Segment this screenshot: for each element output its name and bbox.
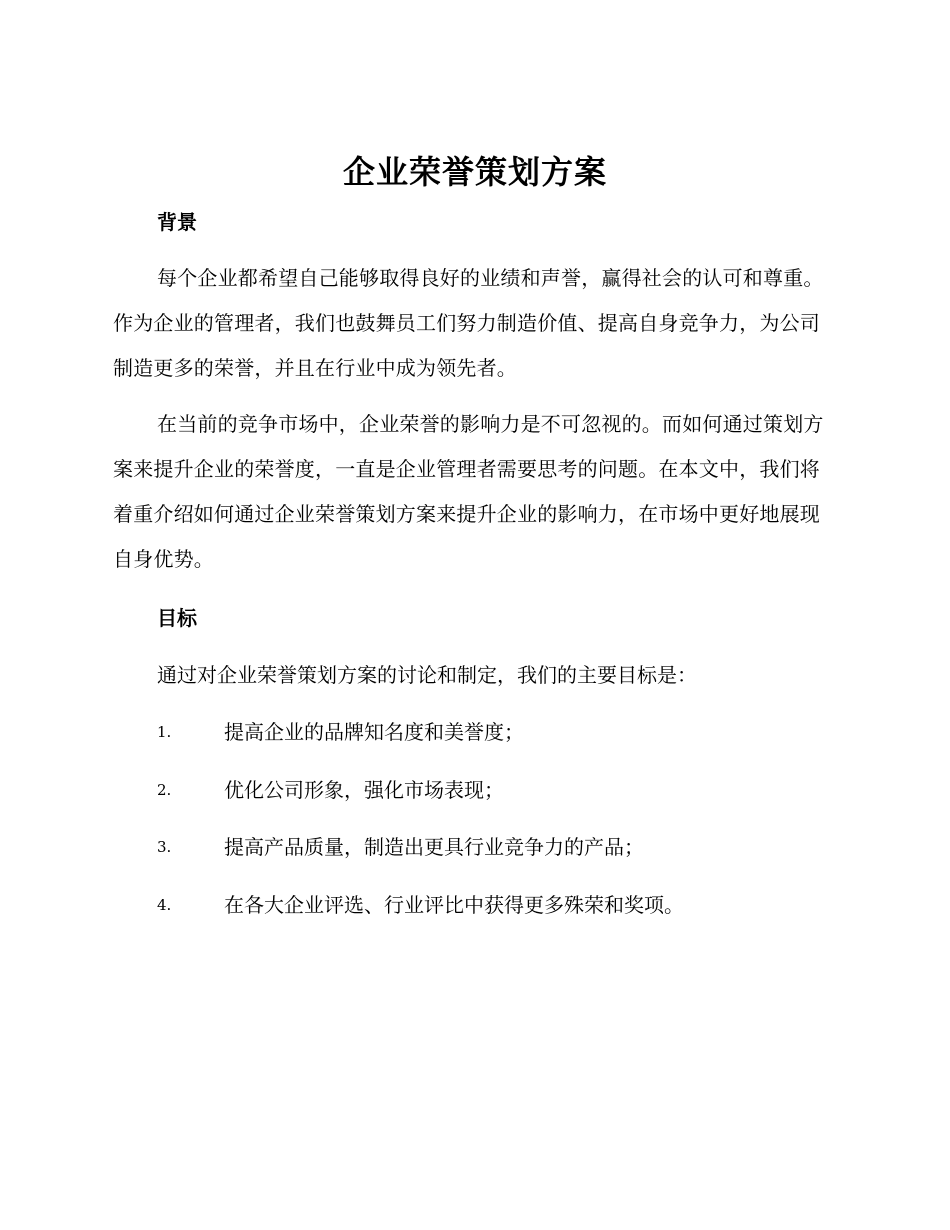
list-item-text: 优化公司形象，强化市场表现； <box>224 778 504 802</box>
list-item-number: 1. <box>157 723 172 741</box>
list-item-text: 提高企业的品牌知名度和美誉度； <box>224 720 524 744</box>
list-item-text: 在各大企业评选、行业评比中获得更多殊荣和奖项。 <box>224 893 684 917</box>
list-item <box>157 891 837 919</box>
list-item-number: 4. <box>157 896 172 914</box>
list-item-text: 提高产品质量，制造出更具行业竞争力的产品； <box>224 835 644 859</box>
background-paragraph-1: 每个企业都希望自己能够取得良好的业绩和声誉，赢得社会的认可和尊重。作为企业的管理者，我们也鼓舞员工们努力制造价值、提高自身竞争力，为公司制造更多的荣誉，并且在行业中成为领先者。 <box>113 266 824 380</box>
document-title: 企业荣誉策划方案 <box>342 153 607 191</box>
section-heading-background: 背景 <box>157 210 197 234</box>
background-paragraph-2: 在当前的竞争市场中，企业荣誉的影响力是不可忽视的。而如何通过策划方案来提升企业的荣誉度，一直是企业管理者需要思考的问题。在本文中，我们将着重介绍如何通过企业荣誉策划方案来提升企业的影响力，在市场中更好地展现自身优势。 <box>113 412 824 571</box>
goals-intro: 通过对企业荣誉策划方案的讨论和制定，我们的主要目标是： <box>157 663 697 687</box>
list-item <box>157 833 837 861</box>
section-heading-goals: 目标 <box>157 606 197 630</box>
list-item-number: 3. <box>157 838 172 856</box>
list-item-number: 2. <box>157 781 172 799</box>
list-item <box>157 776 837 804</box>
list-item <box>157 718 837 746</box>
